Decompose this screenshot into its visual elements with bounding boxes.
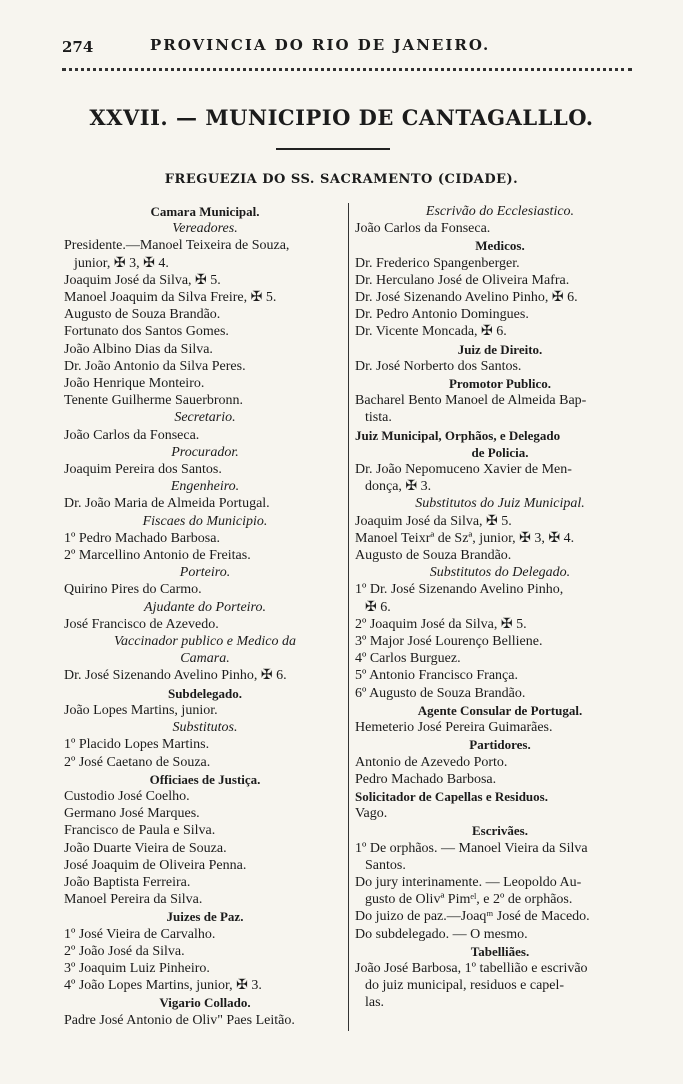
entry-line: João Carlos da Fonseca. [64,427,200,443]
page-number: 274 [62,38,94,56]
entry-line: las. [365,995,385,1011]
entry-line: Augusto de Souza Brandão. [64,307,221,323]
entry-line: 4º João Lopes Martins, junior, ✠ 3. [64,978,262,994]
section-heading: Vigario Collado. [159,995,251,1011]
entry-line: Do subdelegado. — O mesmo. [355,926,528,942]
entry-line: Dr. Vicente Moncada, ✠ 6. [355,324,507,340]
entry-line: Vago. [355,806,388,822]
entry-line: Manoel Pereira da Silva. [64,892,203,908]
entry-line: Dr. Pedro Antonio Domingues. [355,307,529,323]
section-heading: Subdelegado. [167,685,243,701]
entry-line: 1º Dr. José Sizenando Avelino Pinho, [355,582,564,598]
ornamental-rule [62,68,632,71]
entry-line: João Baptista Ferreira. [64,874,191,890]
entry-line: tista. [365,410,392,426]
entry-line: Pedro Machado Barbosa. [355,771,497,787]
entry-line: 3º Major José Lourenço Belliene. [355,634,543,650]
running-title: PROVINCIA DO RIO DE JANEIRO. [150,36,491,54]
entry-line: João Lopes Martins, junior. [64,702,218,718]
entry-line: do juiz municipal, residuos e capel- [365,978,565,994]
section-heading: Officiaes de Justiça. [149,771,261,787]
entry-line: Francisco de Paula e Silva. [64,823,216,839]
entry-line: 1º De orphãos. — Manoel Vieira da Silva [355,840,588,856]
entry-line: 2º José Caetano de Souza. [64,754,211,770]
section-heading: Camara. [180,651,230,667]
entry-line: Joaquim José da Silva, ✠ 5. [64,272,221,288]
entry-line: 2º João José da Silva. [64,943,185,959]
entry-line: João Albino Dias da Silva. [64,341,213,357]
entry-line: junior, ✠ 3, ✠ 4. [74,255,169,271]
entry-line: Dr. Frederico Spangenberger. [355,255,520,271]
entry-line: 4º Carlos Burguez. [355,651,461,667]
section-heading: Agente Consular de Portugal. [417,702,583,718]
section-heading: Partidores. [469,737,531,753]
entry-line: Presidente.—Manoel Teixeira de Souza, [64,238,290,254]
entry-line: Solicitador de Capellas e Residuos. [355,788,548,804]
entry-line: 2º Joaquim José da Silva, ✠ 5. [355,616,527,632]
entry-line: João Carlos da Fonseca. [355,221,491,237]
entry-line: João Henrique Monteiro. [64,376,205,392]
section-heading: Escrivão do Ecclesiastico. [425,204,575,219]
entry-line: 5º Antonio Francisco França. [355,668,518,684]
section-heading: Procurador. [171,444,239,460]
section-heading: Secretario. [174,410,236,426]
section-heading: Juiz de Direito. [457,341,543,357]
entry-line: Dr. José Sizenando Avelino Pinho, ✠ 6. [64,668,287,684]
entry-line: João José Barbosa, 1º tabellião e escrivão [355,960,588,976]
entry-line: 1º Pedro Machado Barbosa. [64,530,220,546]
entry-line: José Francisco de Azevedo. [64,616,219,632]
entry-line: Bacharel Bento Manoel de Almeida Bap- [355,393,587,409]
left-column [64,203,346,1029]
entry-line: Dr. José Sizenando Avelino Pinho, ✠ 6. [355,290,578,306]
section-heading: Fiscaes do Municipio. [142,513,268,529]
section-heading: Medicos. [475,238,525,254]
entry-line: Custodio José Coelho. [64,788,190,804]
entry-line: Santos. [365,857,406,873]
entry-line: Dr. Herculano José de Oliveira Mafra. [355,272,570,288]
section-heading: Vereadores. [172,221,238,237]
right-column [355,203,645,1012]
section-heading: Ajudante do Porteiro. [144,599,266,615]
entry-line: 1º Placido Lopes Martins. [64,737,210,753]
section-heading: Substitutos do Juiz Municipal. [415,496,585,512]
entry-line: Fortunato dos Santos Gomes. [64,324,229,340]
entry-line: Dr. João Antonio da Silva Peres. [64,358,246,374]
entry-line: José Joaquim de Oliveira Penna. [64,857,247,873]
entry-line: gusto de Olivª Pimᵉˡ, e 2º de orphãos. [365,892,573,908]
section-subtitle: FREGUEZIA DO SS. SACRAMENTO (CIDADE). [164,172,519,187]
entry-line: Do jury interinamente. — Leopoldo Au- [355,874,582,890]
section-heading: Porteiro. [179,565,231,581]
entry-line: ✠ 6. [365,599,391,615]
entry-line: Dr. João Maria de Almeida Portugal. [64,496,270,512]
entry-line: Hemeterio José Pereira Guimarães. [355,720,553,736]
entry-line: Manoel Teixrª de Szª, junior, ✠ 3, ✠ 4. [355,530,575,546]
entry-line: Quirino Pires do Carmo. [64,582,202,598]
entry-line: João Duarte Vieira de Souza. [64,840,227,856]
entry-line: Augusto de Souza Brandão. [355,548,512,564]
entry-line: Joaquim Pereira dos Santos. [64,462,222,478]
page-title: XXVII. — MUNICIPIO DE CANTAGALLLO. [89,105,594,130]
entry-line: Dr. José Norberto dos Santos. [355,358,522,374]
column-divider [348,203,349,1031]
entry-line: 6º Augusto de Souza Brandão. [355,685,526,701]
entry-line: Manoel Joaquim da Silva Freire, ✠ 5. [64,290,277,306]
entry-line: 1º José Vieira de Carvalho. [64,926,216,942]
section-heading: Tabelliães. [470,943,530,959]
entry-line: Antonio de Azevedo Porto. [355,754,508,770]
section-heading: Engenheiro. [170,479,240,495]
section-heading: Substitutos do Delegado. [429,565,571,581]
entry-line: donça, ✠ 3. [365,479,432,495]
section-heading: Escrivães. [472,823,528,839]
title-rule [276,148,390,150]
entry-line: Germano José Marques. [64,806,200,822]
section-heading: Camara Municipal. [150,204,260,219]
entry-line: Do juizo de paz.—Joaqᵐ José de Macedo. [355,909,590,925]
section-heading: Juizes de Paz. [166,909,244,925]
entry-line: Dr. João Nepomuceno Xavier de Men- [355,462,572,478]
entry-line: Padre José Antonio de Oliv" Paes Leitão. [64,1012,295,1028]
entry-line: 3º Joaquim Luiz Pinheiro. [64,960,210,976]
entry-line: Tenente Guilherme Sauerbronn. [64,393,244,409]
section-heading: Promotor Publico. [448,376,552,392]
section-heading: Vaccinador publico e Medico da [114,634,296,650]
entry-line: 2º Marcellino Antonio de Freitas. [64,548,251,564]
section-heading: Substitutos. [172,720,238,736]
section-heading: de Policia. [471,444,529,460]
entry-line: Joaquim José da Silva, ✠ 5. [355,513,512,529]
entry-line: Juiz Municipal, Orphãos, e Delegado [355,427,561,443]
